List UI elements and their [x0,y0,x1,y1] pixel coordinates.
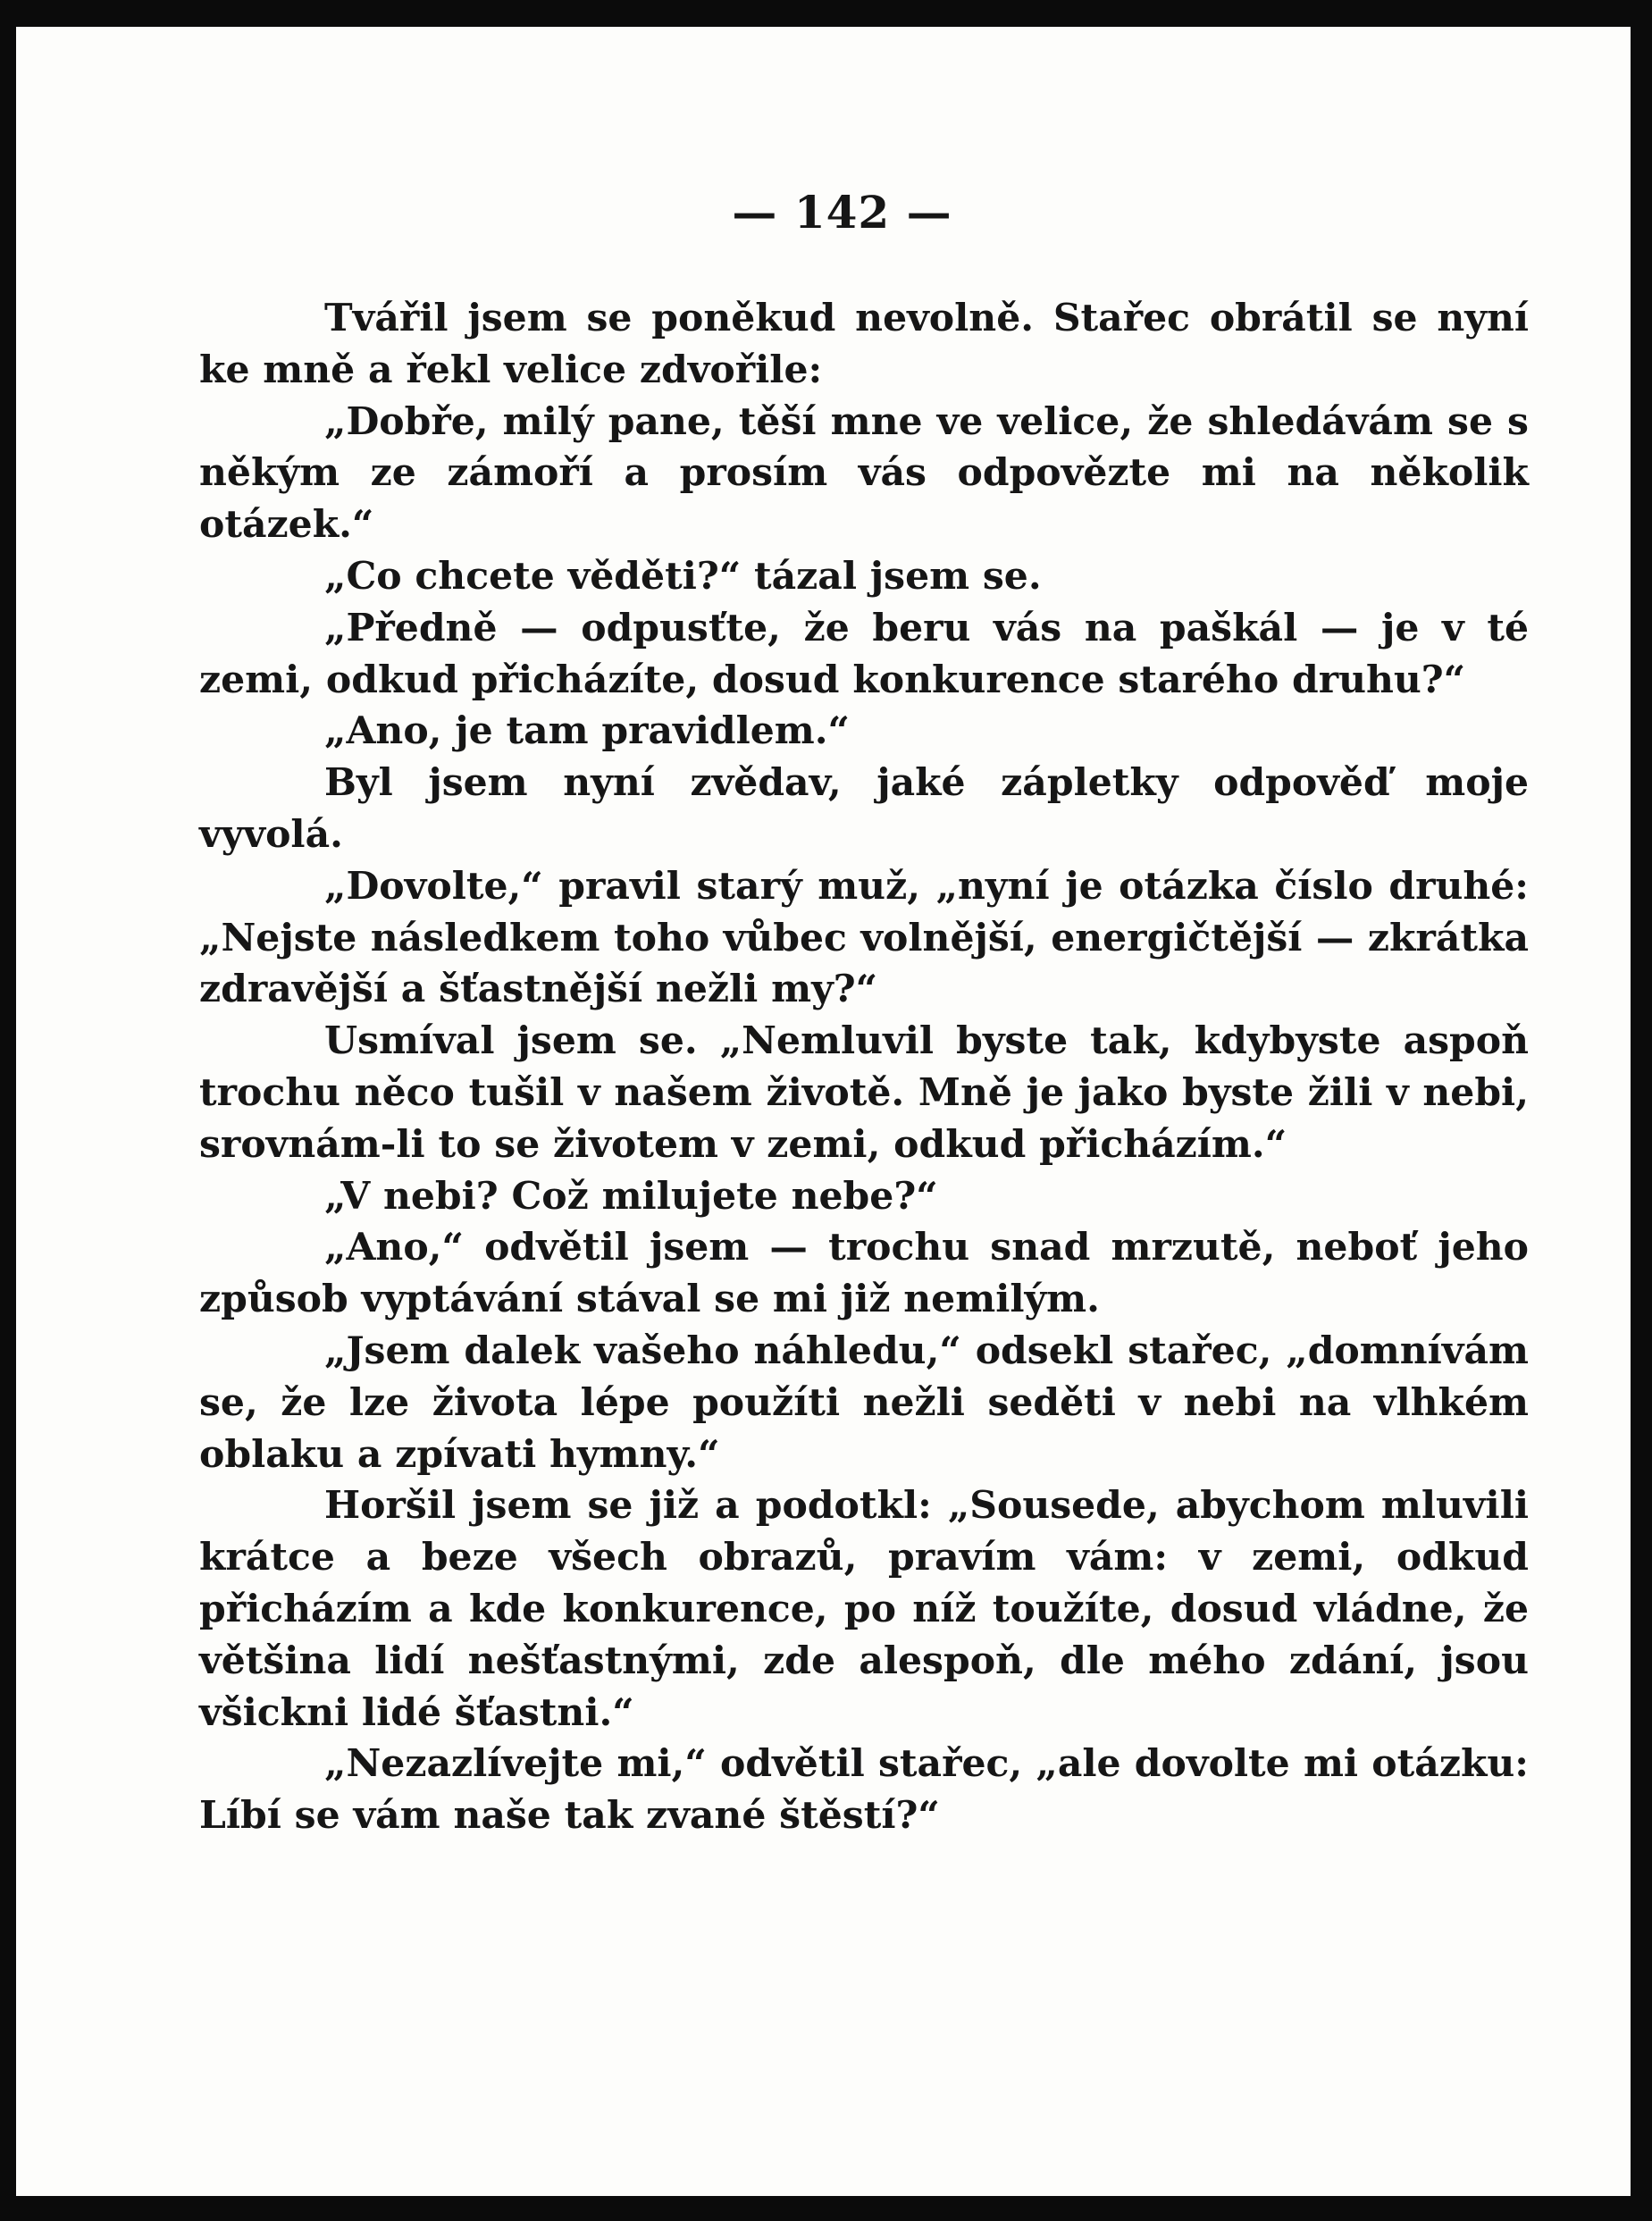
page-number: — 142 — [732,186,952,239]
paragraph: „Jsem dalek vašeho náhledu,“ odsekl stařec, „domnívám se, že lze života lépe použíti nežli seděti v nebi na vlhkém oblaku a zpívati hymny.“ [199,1328,1529,1477]
paragraph: „Nezazlívejte mi,“ odvětil stařec, „ale dovolte mi otázku: Líbí se vám naše tak zvané štěstí?“ [199,1741,1529,1839]
paragraph: „V nebi? Což milujete nebe?“ [324,1173,938,1219]
paragraph: Tvářil jsem se poněkud nevolně. Stařec obrátil se nyní ke mně a řekl velice zdvořile: [199,296,1529,392]
paragraph: Usmíval jsem se. „Nemluvil byste tak, kdybyste aspoň trochu něco tušil v našem životě. Mně je jako byste žili v nebi, srovnám-li to se životem v zemi, odkud přicházím.“ [199,1018,1529,1167]
paragraph: „Předně — odpusťte, že beru vás na paškál — je v té zemi, odkud přicházíte, dosud konkurence starého druhu?“ [199,605,1529,702]
paragraph: „Ano, je tam pravidlem.“ [324,708,851,754]
paragraph: Horšil jsem se již a podotkl: „Sousede, abychom mluvili krátce a beze všech obrazů, pravím vám: v zemi, odkud přicházím a kde konkurence, po níž toužíte, dosud vládne, že většina lidí nešťastnými, zde alespoň, dle mého zdání, jsou všickni lidé šťastni.“ [199,1483,1529,1735]
body-text [199,293,1529,1842]
paragraph: „Ano,“ odvětil jsem — trochu snad mrzutě, neboť jeho způsob vyptávání stával se mi již nemilým. [199,1225,1529,1322]
paragraph: „Co chcete věděti?“ tázal jsem se. [324,553,1042,599]
paragraph: „Dobře, milý pane, těší mne ve velice, že shledávám se s někým ze zámoří a prosím vás odpovězte mi na několik otázek.“ [199,398,1529,548]
paragraph: „Dovolte,“ pravil starý muž, „nyní je otázka číslo druhé: „Nejste následkem toho vůbec volnější, energičtější — zkrátka zdravější a šťastnější nežli my?“ [199,863,1529,1012]
paragraph: Byl jsem nyní zvědav, jaké zápletky odpověď moje vyvolá. [199,760,1529,857]
